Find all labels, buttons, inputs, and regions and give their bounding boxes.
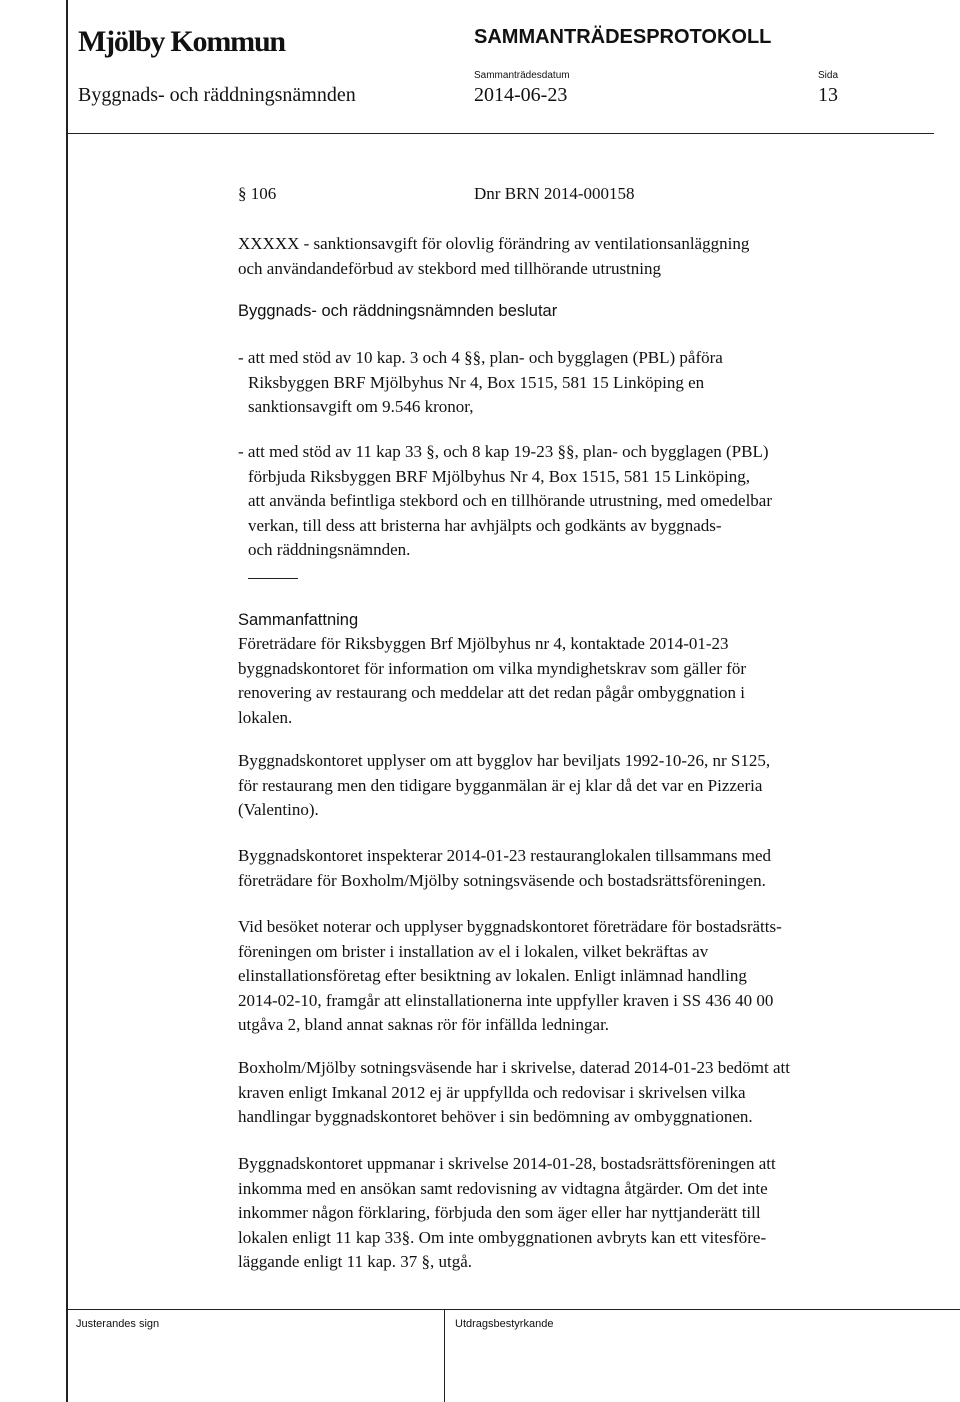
summary-paragraph-1 xyxy=(238,632,898,730)
decision-line: sanktionsavgift om 9.546 kronor, xyxy=(248,397,474,416)
page-number: 13 xyxy=(818,84,838,106)
summary-line: företrädare för Boxholm/Mjölby sotningsväsende och bostadsrättsföreningen. xyxy=(238,870,766,890)
summary-line: lokalen enligt 11 kap 33§. Om inte ombyggnationen avbryts kan ett vitesföre- xyxy=(238,1227,767,1247)
summary-line: handlingar byggnadskontoret behöver i sin bedömning av ombyggnationen. xyxy=(238,1107,753,1126)
left-margin-rule xyxy=(66,0,68,1402)
decision-line: att använda befintliga stekbord och en tillhörande utrustning, med omedelbar xyxy=(248,491,773,510)
footer-column-divider xyxy=(444,1309,445,1402)
summary-line: Boxholm/Mjölby sotningsväsende har i skrivelse, daterad 2014-01-23 bedömt att xyxy=(238,1058,790,1077)
committee-name: Byggnads- och räddningsnämnden xyxy=(78,84,356,106)
page-label: Sida xyxy=(818,70,839,81)
summary-line: lokalen. xyxy=(238,707,293,727)
decision-line: och räddningsnämnden. xyxy=(248,540,411,559)
decision-item-1 xyxy=(238,346,918,420)
summary-line: föreningen om brister i installation av el i lokalen, vilket bekräftas av xyxy=(238,941,709,961)
summary-paragraph-2 xyxy=(238,749,898,823)
summary-line: inkommer någon förklaring, förbjuda den som äger eller har nyttjanderätt till xyxy=(238,1203,761,1222)
title-line: och användandeförbud av stekbord med tillhörande utrustning xyxy=(238,258,661,278)
summary-line: 2014-02-10, framgår att elinstallationerna inte uppfyller kraven i SS 436 40 00 xyxy=(238,990,774,1010)
summary-line: Företrädare för Riksbyggen Brf Mjölbyhus nr 4, kontaktade 2014-01-23 xyxy=(238,634,729,653)
decision-item-2 xyxy=(238,440,918,563)
utdragsbestyrkande-label: Utdragsbestyrkande xyxy=(455,1318,554,1330)
document-type: SAMMANTRÄDESPROTOKOLL xyxy=(474,26,772,48)
municipality-name: Mjölby Kommun xyxy=(78,25,285,58)
summary-line: Byggnadskontoret inspekterar 2014-01-23 restauranglokalen tillsammans med xyxy=(238,846,772,865)
decision-line: Riksbyggen BRF Mjölbyhus Nr 4, Box 1515, 581 15 Linköping en xyxy=(248,372,705,392)
summary-paragraph-5 xyxy=(238,1056,898,1130)
title-line: XXXXX - sanktionsavgift för olovlig förändring av ventilationsanläggning xyxy=(238,234,750,253)
justerandes-sign-label: Justerandes sign xyxy=(76,1318,160,1330)
summary-paragraph-3 xyxy=(238,844,898,893)
summary-line: för restaurang men den tidigare bygganmälan är ej klar då det var en Pizzeria xyxy=(238,775,763,795)
summary-paragraph-4 xyxy=(238,915,898,1038)
decision-heading: Byggnads- och räddningsnämnden beslutar xyxy=(238,302,558,320)
summary-line: byggnadskontoret för information om vilka myndighetskrav som gäller för xyxy=(238,658,747,678)
summary-line: Byggnadskontoret uppmanar i skrivelse 2014-01-28, bostadsrättsföreningen att xyxy=(238,1154,776,1173)
section-divider xyxy=(248,578,298,579)
summary-paragraph-6 xyxy=(238,1152,898,1275)
item-title xyxy=(238,232,898,281)
summary-line: Byggnadskontoret upplyser om att bygglov har beviljats 1992-10-26, nr S125, xyxy=(238,751,771,770)
paragraph-number: § 106 xyxy=(238,184,277,203)
summary-line: utgåva 2, bland annat saknas rör för infällda ledningar. xyxy=(238,1015,610,1034)
decision-line: - att med stöd av 10 kap. 3 och 4 §§, plan- och bygglagen (PBL) påföra xyxy=(238,348,723,367)
decision-line: förbjuda Riksbyggen BRF Mjölbyhus Nr 4, Box 1515, 581 15 Linköping, xyxy=(248,466,750,486)
meeting-date: 2014-06-23 xyxy=(474,84,568,106)
header-divider xyxy=(66,133,934,134)
summary-line: elinstallationsföretag efter besiktning av lokalen. Enligt inlämnad handling xyxy=(238,966,747,985)
summary-line: Vid besöket noterar och upplyser byggnadskontoret företrädare för bostadsrätts- xyxy=(238,917,782,936)
meeting-date-label: Sammanträdesdatum xyxy=(474,70,570,81)
summary-line: inkomma med en ansökan samt redovisning av vidtagna åtgärder. Om det inte xyxy=(238,1178,768,1198)
footer-divider xyxy=(66,1309,960,1310)
summary-line: (Valentino). xyxy=(238,800,319,819)
summary-line: kraven enligt Imkanal 2012 ej är uppfyllda och redovisar i skrivelsen vilka xyxy=(238,1082,746,1102)
summary-line: renovering av restaurang och meddelar att det redan pågår ombyggnation i xyxy=(238,683,745,702)
summary-heading: Sammanfattning xyxy=(238,611,359,629)
summary-line: läggande enligt 11 kap. 37 §, utgå. xyxy=(238,1252,473,1271)
decision-line: - att med stöd av 11 kap 33 §, och 8 kap 19-23 §§, plan- och bygglagen (PBL) xyxy=(238,442,769,461)
case-number: Dnr BRN 2014-000158 xyxy=(474,184,635,203)
decision-line: verkan, till dess att bristerna har avhjälpts och godkänts av byggnads- xyxy=(248,515,722,535)
